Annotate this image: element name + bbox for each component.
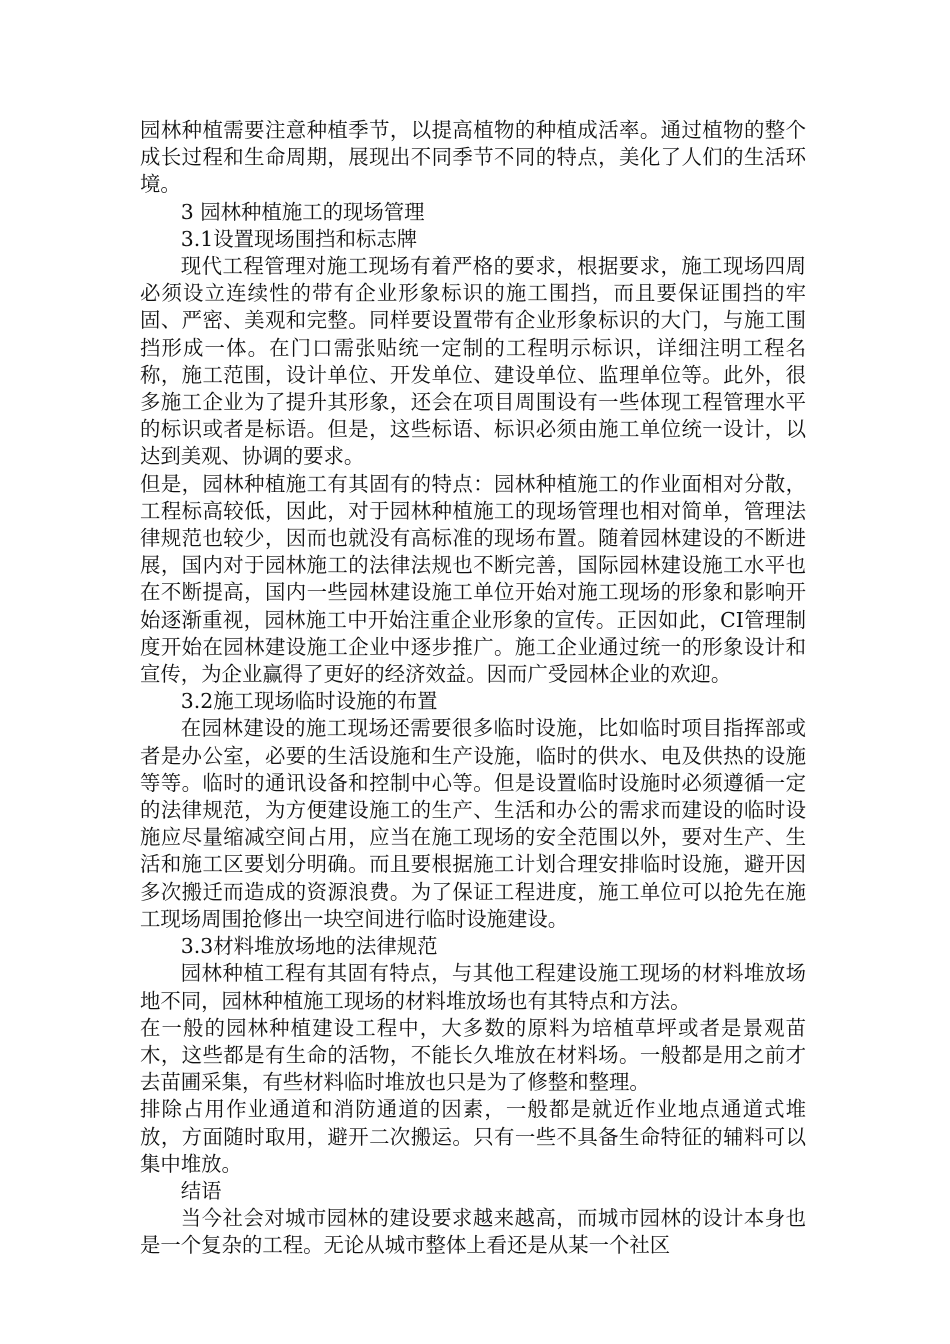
- conclusion-heading: 结语: [180, 1178, 222, 1203]
- section-3-3-heading: 3.3材料堆放场地的法律规范: [180, 934, 438, 959]
- section-3-2-paragraph-1: 在园林建设的施工现场还需要很多临时设施，比如临时项目指挥部或者是办公室，必要的生活设施和生产设施，临时的供水、电及供热的设施等等。临时的通讯设备和控制中心等。但是设置临时设施时必须遵循一定的法律规范，为方便建设施工的生产、生活和办公的需求而建设的临时设施应尽量缩减空间占用，应当在施工现场的安全范围以外，要对生产、生活和施工区要划分明确。而且要根据施工计划合理安排临时设施，避开因多次搬迁而造成的资源浪费。为了保证工程进度，施工单位可以抢先在施工现场周围抢修出一块空间进行临时设施建设。: [140, 716, 806, 931]
- paragraph-intro: 园林种植需要注意种植季节，以提高植物的种植成活率。通过植物的整个成长过程和生命周期，展现出不同季节不同的特点，美化了人们的生活环境。: [140, 118, 806, 197]
- section-3-heading: 3 园林种植施工的现场管理: [180, 199, 425, 224]
- section-3-3-paragraph-1: 园林种植工程有其固有特点，与其他工程建设施工现场的材料堆放场地不同，园林种植施工现场的材料堆放场也有其特点和方法。: [140, 961, 806, 1013]
- section-3-1-paragraph-1: 现代工程管理对施工现场有着严格的要求，根据要求，施工现场四周必须设立连续性的带有企业形象标识的施工围挡，而且要保证围挡的牢固、严密、美观和完整。同样要设置带有企业形象标识的大门，与施工围挡形成一体。在门口需张贴统一定制的工程明示标识，详细注明工程名称，施工范围，设计单位、开发单位、建设单位、监理单位等。此外，很多施工企业为了提升其形象，还会在项目周围设有一些体现工程管理水平的标识或者是标语。但是，这些标语、标识必须由施工单位统一设计，以达到美观、协调的要求。: [140, 254, 806, 469]
- section-3-3-paragraph-2: 在一般的园林种植建设工程中，大多数的原料为培植草坪或者是景观苗木，这些都是有生命的活物，不能长久堆放在材料场。一般都是用之前才去苗圃采集，有些材料临时堆放也只是为了修整和整理。: [140, 1015, 806, 1095]
- conclusion-paragraph-1: 当今社会对城市园林的建设要求越来越高，而城市园林的设计本身也是一个复杂的工程。无论从城市整体上看还是从某一个社区: [140, 1206, 806, 1258]
- document-page: [140, 117, 806, 1260]
- section-3-1-heading: 3.1设置现场围挡和标志牌: [180, 226, 418, 251]
- section-3-3-paragraph-3: 排除占用作业通道和消防通道的因素，一般都是就近作业地点通道式堆放，方面随时取用，避开二次搬运。只有一些不具备生命特征的辅料可以集中堆放。: [140, 1097, 806, 1176]
- section-3-1-paragraph-2: 但是，园林种植施工有其固有的特点：园林种植施工的作业面相对分散，工程标高较低，因此，对于园林种植施工的现场管理也相对简单，管理法律规范也较少，因而也就没有高标准的现场布置。随着园林建设的不断进展，国内对于园林施工的法律法规也不断完善，国际园林建设施工水平也在不断提高，国内一些园林建设施工单位开始对施工现场的形象和影响开始逐渐重视，园林施工中开始注重企业形象的宣传。正因如此，CI管理制度开始在园林建设施工企业中逐步推广。施工企业通过统一的形象设计和宣传，为企业赢得了更好的经济效益。因而广受园林企业的欢迎。: [140, 471, 806, 687]
- section-3-2-heading: 3.2施工现场临时设施的布置: [180, 689, 438, 714]
